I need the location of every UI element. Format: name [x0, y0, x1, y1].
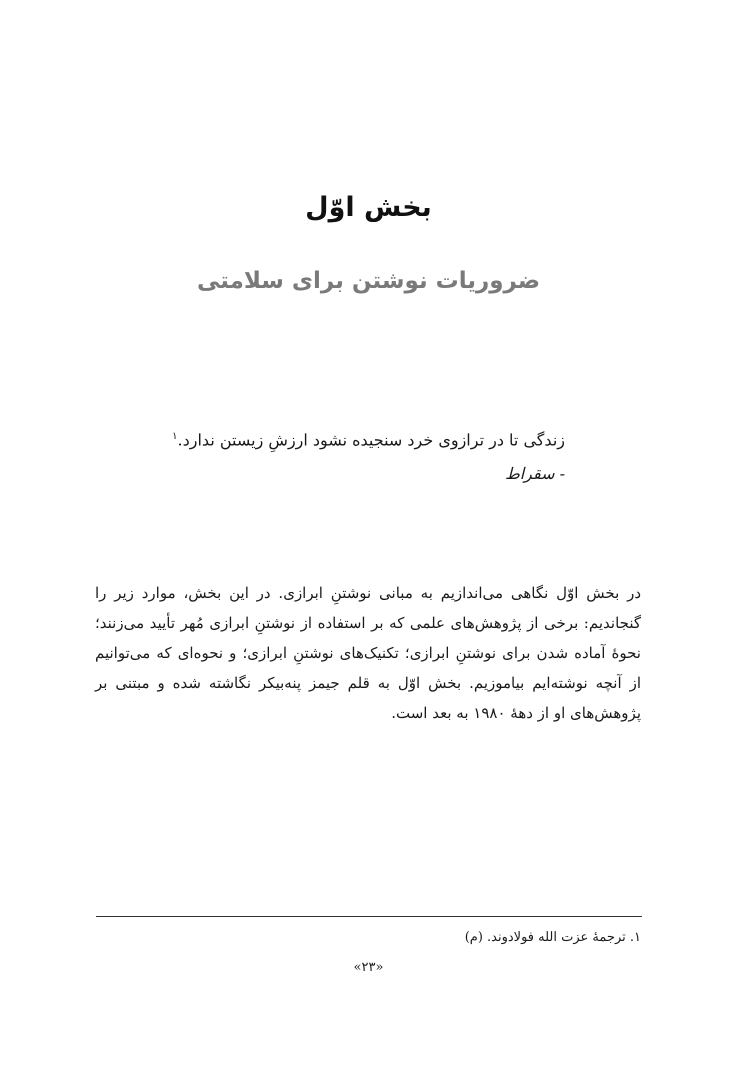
- epigraph: [145, 420, 565, 491]
- page-number: «۲۳»: [353, 960, 384, 975]
- epigraph-line: [145, 420, 565, 457]
- epigraph-author: - سقراط: [504, 464, 565, 484]
- body-paragraph: در بخش اوّل نگاهی می‌اندازیم به مبانی نوشتنِ ابرازی. در این بخش، موارد زیر را گنجاندیم: برخی از پژوهش‌های علمی که بر استفاده از نوشتنِ ابرازی مُهر تأیید می‌زنند؛ نحوهٔ آماده شدن برای نوشتنِ ابرازی؛ تکنیک‌های نوشتنِ ابرازی؛ و نحوه‌ای که می‌توانیم از آنچه نوشته‌ایم بیاموزیم. بخش اوّل به قلم جیمز پنه‌بیکر نگاشته شده و مبتنی بر پژوهش‌های او از دههٔ ۱۹۸۰ به بعد است.: [95, 584, 641, 722]
- footnote: ۱. ترجمهٔ عزت الله فولادوند. (م): [464, 930, 641, 945]
- footnote-reference: ۱: [172, 431, 178, 442]
- footnote-divider: [96, 916, 642, 917]
- epigraph-quote: زندگی تا در ترازوی خرد سنجیده نشود ارزشِ زیستن ندارد.: [177, 430, 565, 450]
- part-title: بخش اوّل: [305, 192, 432, 223]
- part-subtitle: ضروریات نوشتن برای سلامتی: [196, 268, 541, 294]
